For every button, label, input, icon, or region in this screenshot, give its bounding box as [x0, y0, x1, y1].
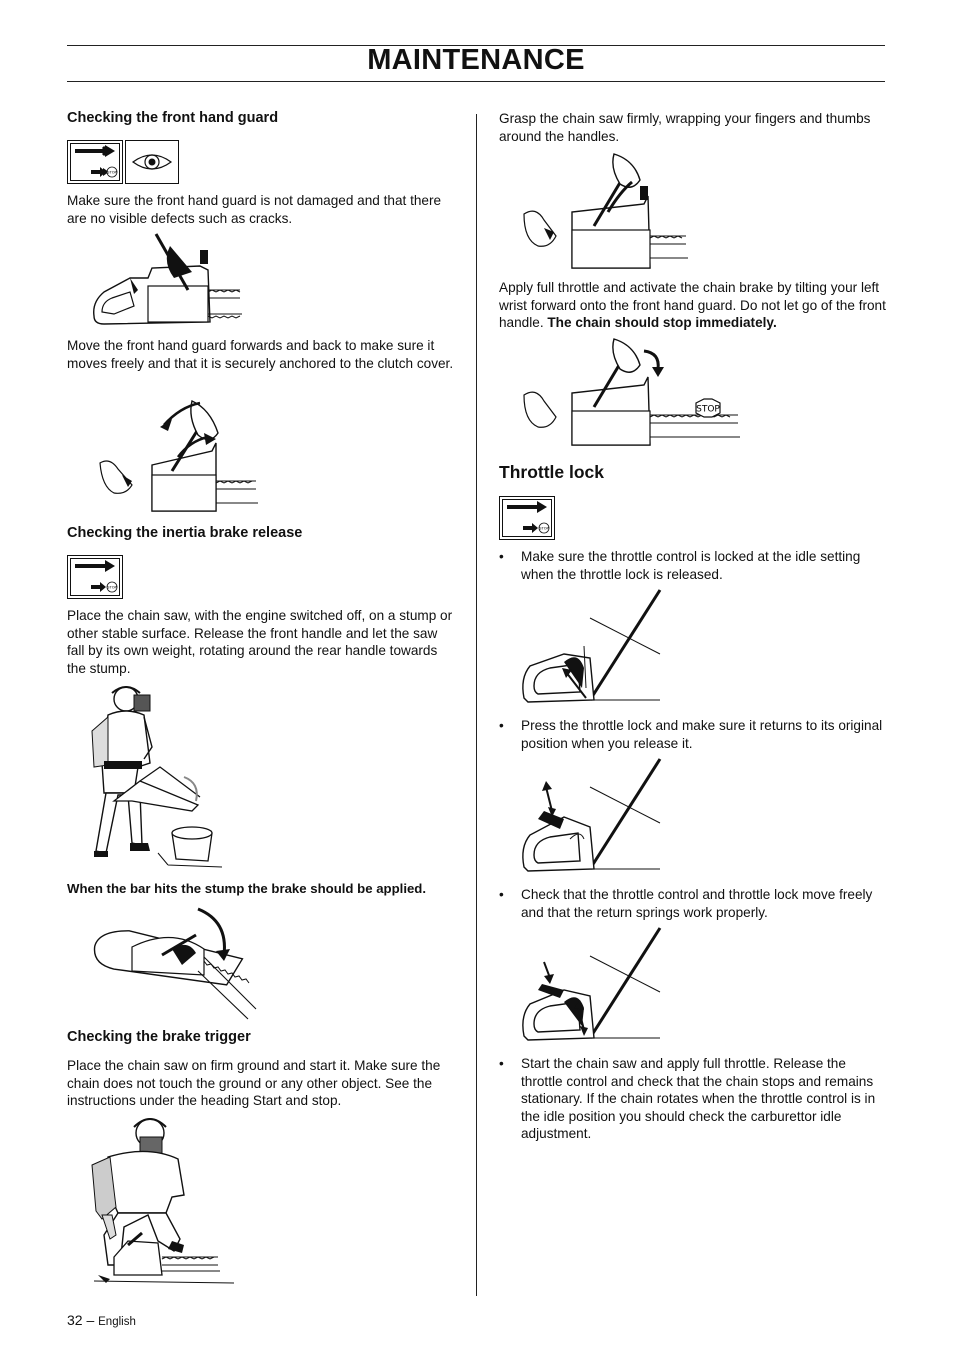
svg-text:STOP: STOP — [107, 585, 117, 590]
heading-brake-trigger: Checking the brake trigger — [67, 1029, 251, 1045]
stop-badge-text: STOP — [107, 170, 117, 175]
front-guard-text-2: Move the front hand guard forwards and back to make sure it moves freely and that it is securely anchored to the clutch cover. — [67, 338, 454, 371]
illustration-move-guard — [92, 395, 262, 515]
svg-text:STOP: STOP — [539, 526, 549, 531]
throttle-bullet-3: • Check that the throttle control and throttle lock move freely and that the return springs work properly. — [499, 886, 889, 921]
illustration-saw-tilting — [92, 905, 262, 1020]
page-title: MAINTENANCE — [367, 44, 585, 76]
right-text-2: Apply full throttle and activate the chain brake by tilting your left wrist forward onto the front hand guard. Do not let go of the front handle. The chain should stop immediately. — [499, 280, 886, 330]
page-number: 32 – — [67, 1312, 95, 1328]
right-text-1: Grasp the chain saw firmly, wrapping your fingers and thumbs around the handles. — [499, 111, 871, 144]
illustration-stump-test — [88, 683, 223, 868]
page-footer — [67, 1312, 136, 1328]
check-icon-throttle — [499, 496, 555, 540]
illustration-saw-front-guard — [90, 232, 250, 327]
footer-language: English — [98, 1316, 136, 1328]
throttle-bullet-2: • Press the throttle lock and make sure it returns to its original position when you release it. — [499, 717, 889, 752]
throttle-bullet-1: • Make sure the throttle control is locked at the idle setting when the throttle lock is released. — [499, 548, 889, 583]
illustration-saw-on-ground — [88, 1115, 238, 1287]
heading-inertia-brake: Checking the inertia brake release — [67, 525, 303, 541]
illustration-brake-stop — [520, 337, 745, 449]
inertia-text-1: Place the chain saw, with the engine switched off, on a stump or other stable surface. Release the front handle and let the saw fall by its own weight, rotating around the rear handle towards the stump. — [67, 608, 453, 676]
heading-front-hand-guard: Checking the front hand guard — [67, 110, 279, 126]
throttle-bullet-4: • Start the chain saw and apply full throttle. Release the throttle control and check that the chain stops and remains stationary. If the chain rotates when the throttle control is in the idle position you should check the carburettor idle adjustment. — [499, 1055, 889, 1143]
illustration-throttle-3 — [520, 926, 665, 1044]
heading-throttle-lock: Throttle lock — [499, 462, 605, 482]
header-rule-bottom — [67, 81, 885, 82]
inertia-note: When the bar hits the stump the brake should be applied. — [67, 881, 427, 896]
trigger-text-1: Place the chain saw on firm ground and start it. Make sure the chain does not touch the ground or any other object. See the instructions under the heading Start and stop. — [67, 1058, 441, 1108]
check-icon-inertia — [67, 555, 123, 599]
illustration-throttle-1 — [520, 588, 665, 706]
illustration-throttle-2 — [520, 757, 665, 875]
front-guard-text-1: Make sure the front hand guard is not damaged and that there are no visible defects such as cracks. — [67, 193, 442, 226]
svg-text:STOP: STOP — [696, 404, 720, 415]
check-icons-front-guard — [67, 140, 179, 184]
illustration-grasp-saw — [520, 150, 690, 272]
column-divider — [476, 114, 477, 1296]
